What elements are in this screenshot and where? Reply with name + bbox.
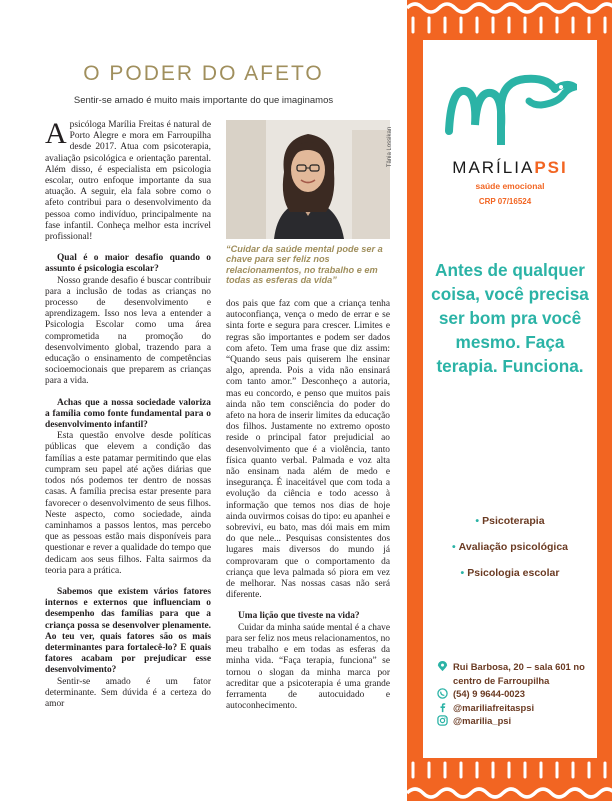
facebook-row — [437, 701, 597, 715]
answer-4: Cuidar da minha saúde mental é a chave para ser feliz nos meus relacionamentos, no meu trabalho e em todas as esferas da minha vida. “Faça terapia, funciona” se tornou o slogan da minha marca por acreditar que a psicoterapia é uma grande ferramenta de autocuidado e autoconhecimento. — [226, 622, 390, 712]
ad-panel — [407, 0, 612, 801]
services-list — [423, 514, 597, 592]
address-text: Rui Barbosa, 20 – sala 601 no centro de Farroupilha — [453, 661, 585, 686]
question-3: Sabemos que existem vários fatores internos e externos que influenciam o desempenho das famílias para que a criança possa se desenvolver plenamente. Ao teu ver, quais fatores são os mais determinantes para fortalecê-lo? E quais fatores acabam por prejudicar esse desenvolvimento? — [45, 586, 211, 676]
answer-2: Esta questão envolve desde políticas públicas que elevem a condição das famílias a este patamar permitindo que elas cumpram seu papel até ações diárias que todos nós podemos ter dentro de nossas casas. A família precisa estar presente para favorecer o desenvolvimento de seus filhos. Neste aspecto, como sociedade, ainda caminhamos a passos lentos, mas percebo que as pessoas estão mais disponíveis para questionar e rever a qualidade do tempo que dedicam aos seus filhos. Falta sairmos da teoria para a prática. — [45, 431, 211, 576]
article-subtitle: Sentir-se amado é muito mais importante do que imaginamos — [73, 95, 334, 106]
portrait-illustration — [226, 120, 390, 239]
whatsapp-icon — [437, 688, 448, 699]
wave-border-bottom — [407, 757, 612, 801]
brand-name-first: MARÍLIA — [452, 158, 535, 177]
service-label: Psicoterapia — [482, 515, 545, 527]
mp-bird-logo-icon — [443, 65, 577, 145]
location-pin-icon — [437, 661, 448, 672]
service-label: Psicologia escolar — [467, 567, 560, 579]
service-item: • Psicoterapia — [475, 515, 545, 527]
phone-row — [437, 687, 597, 701]
photo-credit-text: Tânia Lossikan — [387, 126, 394, 168]
crp-number: CRP 07/16524 — [478, 197, 532, 206]
answer-3-start: Sentir-se amado é um fator determinante. Sem dúvida é a certeza do amor — [45, 676, 211, 709]
instagram-row — [437, 714, 597, 728]
service-item: • Psicologia escolar — [460, 567, 560, 579]
brand-tagline: saúde emocional — [475, 181, 545, 191]
wave-border-top — [407, 0, 612, 40]
article-column-1 — [45, 117, 211, 710]
address-row — [437, 660, 597, 687]
intro-paragraph — [45, 117, 211, 243]
photo-credit — [387, 120, 402, 180]
pull-quote: “Cuidar da saúde mental pode ser a chave para ser feliz nos relacionamentos, no trabalho e em todas as esferas da vida” — [226, 244, 383, 286]
intro-text: psicóloga Marília Freitas é natural de Porto Alegre e mora em Farroupilha desde 2017. Atua com psicoterapia, avaliação psicológica e orientação parental. Além disso, é especialista em psicologia escolar, outro enfoque importante da sua atuação. A seguir, ela fala sobre como o afeto contribui para o desenvolvimento da pessoa como indivíduo, principalmente na fase infantil. Conheça melhor esta incrível profissional! — [45, 120, 211, 243]
article-title: O PODER DO AFETO — [83, 62, 324, 85]
answer-1: Nosso grande desafio é buscar contribuir para a inclusão de todas as crianças no processo de desenvolvimento e aprendizagem. Isso nos leva a entender a Psicologia Escolar como uma área comprometida na promoção do desenvolvimento global, trazendo para a educação o ensinamento de competências socioemocionais que preparem as crianças para a vida. — [45, 275, 211, 387]
question-1: Qual é o maior desafio quando o assunto é psicologia escolar? — [45, 253, 211, 275]
contact-block — [437, 660, 597, 728]
service-label: Avaliação psicológica — [458, 541, 568, 553]
brand-name — [423, 158, 597, 178]
answer-3-continued: dos pais que faz com que a criança tenha autoconfiança, vença o medo de errar e se sinta forte e segura para crescer. Limites e regras são importantes e podem ser dados com afeto. Tem uma frase que diz assim: “Quando seus pais quiserem lhe ensinar algo, aprenda. Pois a vida não ensinará com tanto amor.” Desconheço a autoria, mas eu concordo, e penso que muitos pais ainda não tem consciência do poder do afeto na hora de inserir limites da educação dos filhos. Justamente no extremo oposto reside o principal fator prejudicial ao desenvolvimento que é a violência, tanto física quanto verbal. Palmada e voz alta não ensinam nada além de medo e insegurança. É inaceitável que com toda a evolução da ciência e todo acesso à informação que temos nos dias de hoje ainda ouvirmos coisas do tipo: eu apanhei e sobrevivi, eu bato, mas dói mais em mim do que nele... Pesquisas consistentes dos lugares mais diversos do mundo já comprovaram que o comportamento da criança que leva palmada só piora em vez de melhorar. Nas nossas casas não será diferente. — [226, 299, 390, 601]
brand-name-psi: PSI — [534, 158, 568, 177]
service-item: • Avaliação psicológica — [451, 541, 568, 553]
portrait-photo — [226, 120, 390, 239]
instagram-handle: @marilia_psi — [453, 715, 512, 727]
question-2: Achas que a nossa sociedade valoriza a família como fonte fundamental para o desenvolvimento infantil? — [45, 397, 211, 431]
phone-text: (54) 9 9644-0023 — [453, 688, 525, 700]
facebook-handle: @mariliafreitaspsi — [453, 701, 535, 713]
facebook-icon — [437, 702, 448, 713]
instagram-icon — [437, 715, 448, 726]
ad-card — [423, 40, 597, 758]
question-4: Uma lição que tiveste na vida? — [238, 611, 360, 622]
ad-slogan: Antes de qualquer coisa, você precisa ser bom pra você mesmo. Faça terapia. Funciona. — [431, 260, 589, 376]
article-column-2 — [226, 299, 390, 712]
drop-cap: A — [45, 117, 67, 150]
